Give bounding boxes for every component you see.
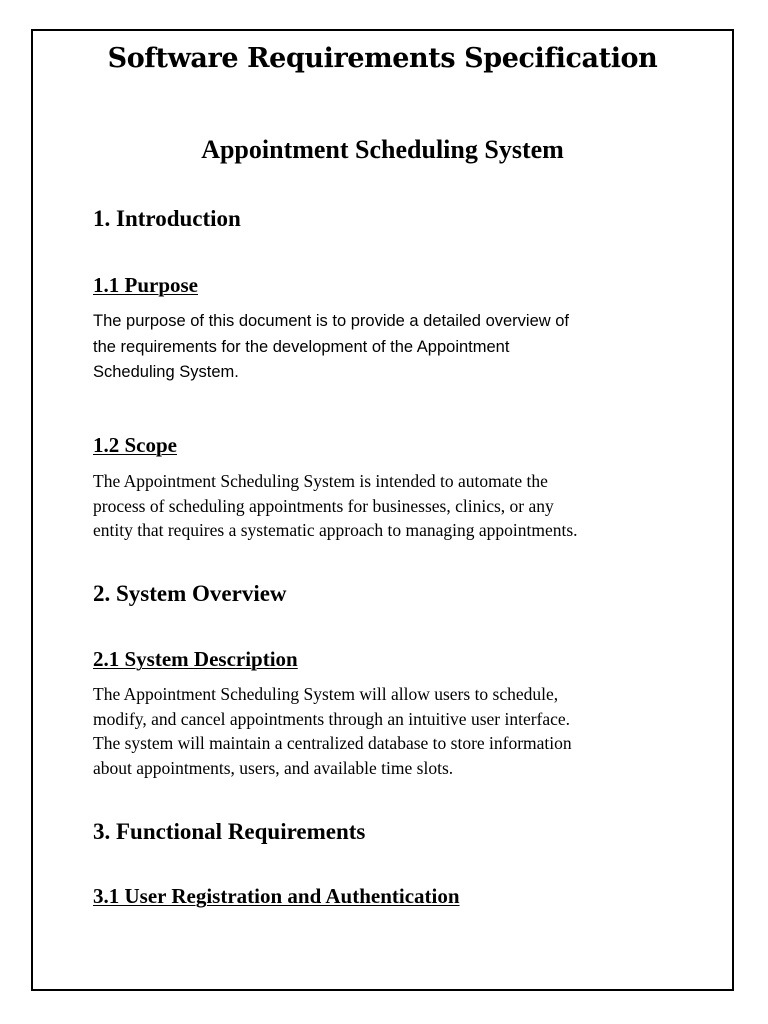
subsection-heading-system-description: 2.1 System Description	[93, 647, 298, 671]
section-heading-system-overview: 2. System Overview	[93, 581, 287, 606]
subsection-heading-purpose: 1.1 Purpose	[93, 273, 198, 297]
subsection-heading-user-registration: 3.1 User Registration and Authentication	[93, 884, 460, 908]
paragraph-line: process of scheduling appointments for businesses, clinics, or any	[93, 495, 554, 516]
paragraph-line: modify, and cancel appointments through an intuitive user interface.	[93, 708, 571, 729]
paragraph-line: Scheduling System.	[93, 363, 239, 381]
paragraph-line: The Appointment Scheduling System is intended to automate the	[93, 471, 548, 491]
paragraph-line: The Appointment Scheduling System will allow users to schedule,	[93, 684, 559, 704]
document-subtitle: Appointment Scheduling System	[201, 135, 564, 164]
document-page	[31, 29, 734, 991]
paragraph-scope	[93, 469, 713, 543]
paragraph-line: The purpose of this document is to provide a detailed overview of	[93, 312, 570, 330]
subsection-heading-scope: 1.2 Scope	[93, 433, 177, 457]
paragraph-line: entity that requires a systematic approach to managing appointments.	[93, 520, 578, 540]
paragraph-line: the requirements for the development of the Appointment	[93, 337, 510, 356]
paragraph-system-description	[93, 682, 713, 780]
paragraph-purpose	[93, 309, 713, 386]
section-heading-functional-requirements: 3. Functional Requirements	[93, 819, 366, 844]
document-title: Software Requirements Specification	[107, 43, 658, 74]
section-heading-introduction: 1. Introduction	[93, 206, 241, 231]
paragraph-line: about appointments, users, and available time slots.	[93, 757, 454, 778]
paragraph-line: The system will maintain a centralized database to store information	[93, 733, 572, 753]
